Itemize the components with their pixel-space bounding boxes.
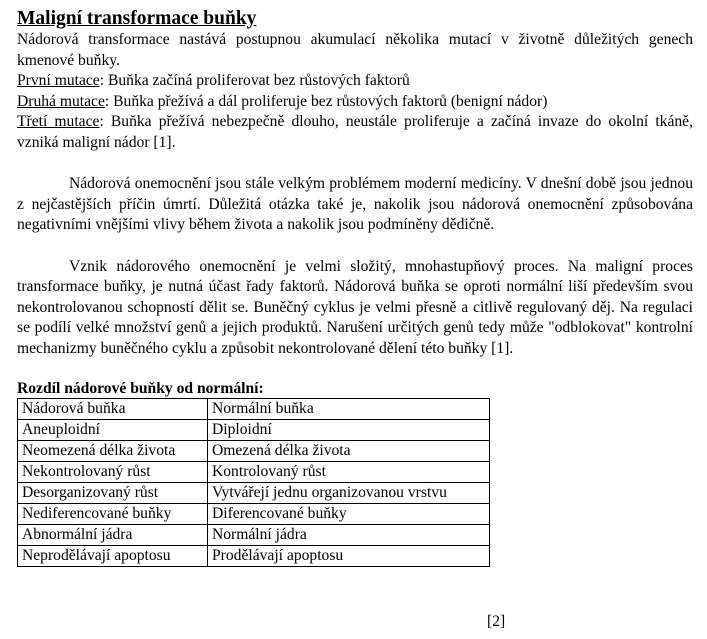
table-row (18, 482, 490, 503)
document-title: Maligní transformace buňky (17, 8, 257, 29)
comparison-table (17, 398, 490, 567)
table-row (18, 524, 490, 545)
mutation-third-label: Třetí mutace (17, 113, 100, 131)
table-cell: Aneuploidní (18, 419, 208, 440)
table-cell: Diploidní (208, 419, 490, 440)
source-reference: [2] (487, 613, 506, 630)
table-cell: Vytvářejí jednu organizovanou vrstvu (208, 482, 490, 503)
table-cell: Neomezená délka života (18, 440, 208, 461)
table-cell: Normální buňka (208, 398, 490, 419)
table-cell: Nádorová buňka (18, 398, 208, 419)
mutation-second-text: : Buňka přežívá a dál proliferuje bez růstových faktorů (benigní nádor) (104, 92, 548, 110)
table-row (18, 419, 490, 440)
body-paragraph-1: Nádorová onemocnění jsou stále velkým problémem moderní medicíny. V dnešní době jsou jednou z nejčastějších příčin úmrtí. Důležitá otázka také je, nakolik jsou nádorová onemocnění způsobována negativními vnějšími vlivy během života a nakolik jsou podmíněny dědičně. (17, 175, 693, 234)
table-row (18, 461, 490, 482)
body-paragraph-2: Vznik nádorového onemocnění je velmi složitý, mnohastupňový proces. Na maligní proces transformace buňky, je nutná účast řady faktorů. Nádorová buňka se oproti normální liší především svou nekontrolovanou schopností dělit se. Buněčný cyklus je velmi přesně a citlivě regulovaný děj. Na regulaci se podílí velké množství genů a jejich produktů. Narušení určitých genů tedy může "odblokovat" kontrolní mechanizmy buněčného cyklu a způsobit nekontrolované dělení této buňky [1]. (17, 257, 693, 357)
table-row (18, 545, 490, 566)
table-cell: Normální jádra (208, 524, 490, 545)
table-cell: Omezená délka života (208, 440, 490, 461)
table-heading: Rozdíl nádorové buňky od normální: (17, 379, 264, 397)
mutation-first-label: První mutace (17, 72, 100, 90)
table-cell: Nekontrolovaný růst (18, 461, 208, 482)
table-cell: Neprodělávají apoptosu (18, 545, 208, 566)
table-cell: Abnormální jádra (18, 524, 208, 545)
mutation-third (17, 112, 693, 153)
table-cell: Kontrolovaný růst (208, 461, 490, 482)
table-cell: Desorganizovaný růst (18, 482, 208, 503)
table-row (18, 440, 490, 461)
table-row (18, 503, 490, 524)
table-cell: Diferencované buňky (208, 503, 490, 524)
paragraph-spacer (17, 154, 693, 175)
mutation-first (17, 71, 693, 92)
table-cell: Prodělávají apoptosu (208, 545, 490, 566)
table-cell: Nediferencované buňky (18, 503, 208, 524)
mutation-second-label: Druhá mutace (17, 92, 105, 110)
paragraph-spacer (17, 236, 693, 257)
mutation-second (17, 92, 693, 113)
mutation-first-text: : Buňka začíná proliferovat bez růstových faktorů (99, 72, 410, 90)
mutation-third-text: : Buňka přežívá nebezpečně dlouho, neustále proliferuje a začíná invaze do okolní tkáně, vzniká maligní nádor [1]. (17, 113, 693, 151)
document-page (17, 8, 693, 567)
table-row (18, 398, 490, 419)
intro-paragraph: Nádorová transformace nastává postupnou akumulací několika mutací v životně důležitých genech kmenové buňky. (17, 31, 693, 69)
